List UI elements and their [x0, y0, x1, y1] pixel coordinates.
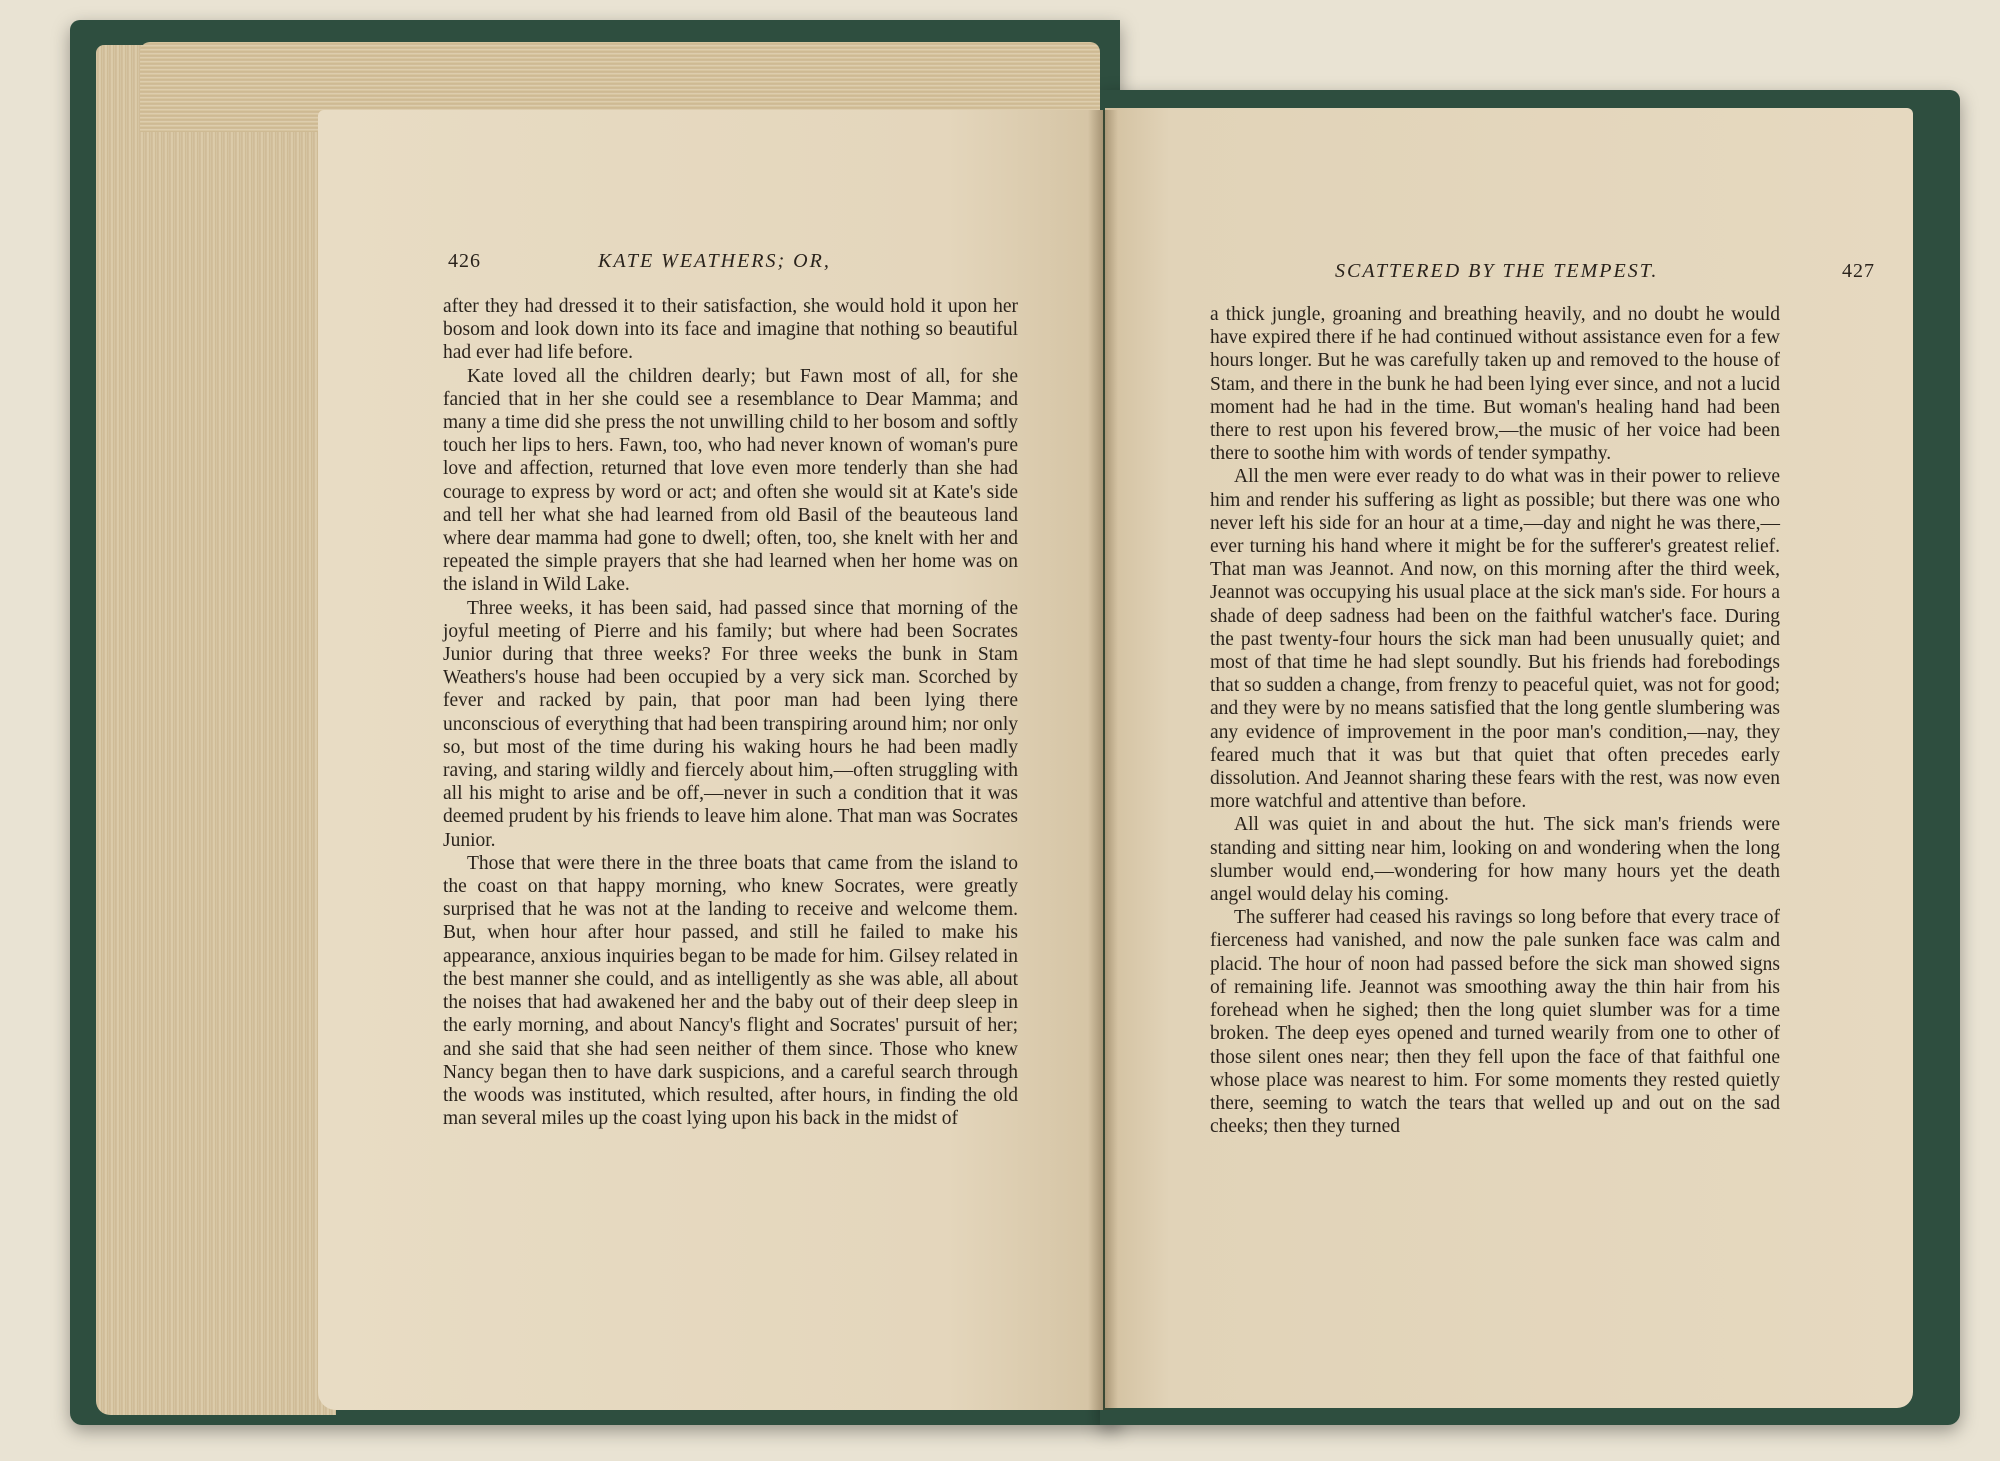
- paragraph: Those that were there in the three boats that came from the island to the coast on that happy morning, who knew Socrates, were greatly surprised that he was not at the landing to receive and welcome them. But, when hour after hour passed, and still he failed to make his appearance, anxious inquiries began to be made for him. Gilsey related in the best manner she could, and as intelligently as she was able, all about the noises that had awakened her and the baby out of their deep sleep in the early morning, and about Nancy's flight and Socrates' pursuit of her; and she said that she had seen neither of them since. Those who knew Nancy began then to have dark suspicions, and a careful search through the woods was instituted, which resulted, after hours, in finding the old man several miles up the coast lying upon his back in the midst of: [443, 852, 1018, 1130]
- paragraph: Kate loved all the children dearly; but Fawn most of all, for she fancied that in her she could see a resemblance to Dear Mamma; and many a time did she press the not unwilling child to her bosom and softly touch her lips to hers. Fawn, too, who had never known of woman's pure love and affection, returned that love even more tenderly than she had courage to express by word or act; and often she would sit at Kate's side and tell her what she had learned from old Basil of the beauteous land where dear mamma had gone to dwell; often, too, she knelt with her and repeated the simple prayers that she had learned when her home was on the island in Wild Lake.: [443, 365, 1018, 596]
- page-edges-fore: [96, 45, 336, 1415]
- paragraph: The sufferer had ceased his ravings so long before that every trace of fierceness had vanished, and now the pale sunken face was calm and placid. The hour of noon had passed before the sick man showed signs of remaining life. Jeannot was smoothing away the thin hair from his forehead when he sighed; then the long quiet slumber was for a time broken. The deep eyes opened and turned wearily from one to other of those silent ones near; then they fell upon the face of that faithful one whose place was nearest to him. For some moments they rested quietly there, seeming to watch the tears that welled up and out on the sad cheeks; then they turned: [1210, 907, 1780, 1138]
- paragraph: All was quiet in and about the hut. The sick man's friends were standing and sitting near him, looking on and wondering when the long slumber would end,—wondering for how many hours yet the death angel would delay his coming.: [1210, 814, 1780, 906]
- right-page-header: [1335, 260, 1875, 283]
- left-page-body: [443, 295, 1018, 1130]
- page-number: 426: [448, 250, 481, 272]
- paragraph: a thick jungle, groaning and breathing heavily, and no doubt he would have expired there if he had continued without assistance even for a few hours longer. But he was carefully taken up and removed to the house of Stam, and there in the bunk he had been lying ever since, and not a lucid moment had he had in the time. But woman's healing hand had been there to rest upon his fevered brow,—the music of her voice had been there to soothe him with words of tender sympathy.: [1210, 304, 1780, 465]
- right-page: [1105, 108, 1913, 1408]
- paragraph: All the men were ever ready to do what was in their power to relieve him and render his suffering as light as possible; but there was one who never left his side for an hour at a time,—day and night he was there,—ever turning his hand where it might be for the sufferer's greatest relief. That man was Jeannot. And now, on this morning after the third week, Jeannot was occupying his usual place at the sick man's side. For hours a shade of deep sadness had been on the faithful watcher's face. During the past twenty-four hours the sick man had been unusually quiet; and most of that time he had slept soundly. But his friends had forebodings that so sudden a change, from frenzy to peaceful quiet, was not for good; and they were by no means satisfied that the long gentle slumbering was any evidence of improvement in the poor man's condition,—nay, they feared much that it was but that quiet that often precedes early dissolution. And Jeannot sharing these fears with the rest, was now even more watchful and attentive than before.: [1210, 466, 1780, 813]
- right-page-body: [1210, 303, 1780, 1138]
- paragraph: after they had dressed it to their satisfaction, she would hold it upon her bosom and look down into its face and imagine that nothing so beautiful had ever had life before.: [443, 296, 1018, 364]
- book-gutter: [1088, 110, 1118, 1410]
- page-number: 427: [1842, 260, 1875, 282]
- running-head: KATE WEATHERS; OR,: [598, 250, 831, 272]
- left-page-header: [448, 250, 1018, 273]
- left-page: [318, 110, 1103, 1410]
- paragraph: Three weeks, it has been said, had passed since that morning of the joyful meeting of Pierre and his family; but where had been Socrates Junior during that three weeks? For three weeks the bunk in Stam Weathers's house had been occupied by a very sick man. Scorched by fever and racked by pain, that poor man had been lying there unconscious of everything that had been transpiring around him; nor only so, but most of the time during his waking hours he had been madly raving, and staring wildly and fiercely about him,—often struggling with all his might to arise and be off,—never in such a condition that it was deemed prudent by his friends to leave him alone. That man was Socrates Junior.: [443, 597, 1018, 851]
- running-head: SCATTERED BY THE TEMPEST.: [1335, 260, 1659, 282]
